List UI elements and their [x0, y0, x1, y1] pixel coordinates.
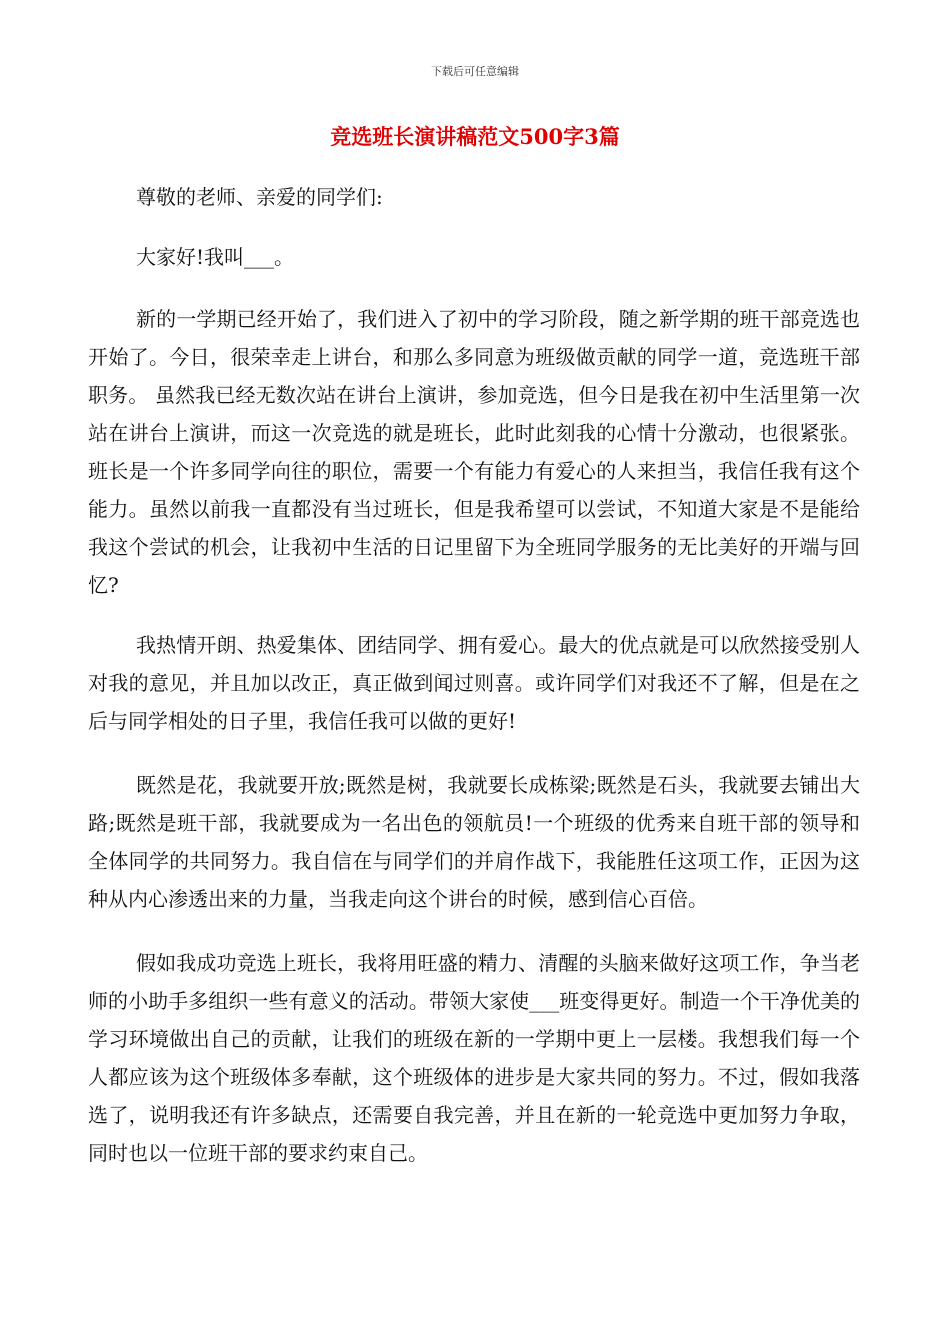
greeting: 大家好!我叫___。	[136, 245, 295, 269]
header-note: 下载后可任意编辑	[431, 65, 519, 78]
paragraph-4: 假如我成功竞选上班长，我将用旺盛的精力、清醒的头脑来做好这项工作，争当老师的小助手多组织一些有意义的活动。带领大家使___班变得更好。制造一个干净优美的学习环境做出自己的贡献，让我们的班级在新的一学期中更上一层楼。我想我们每一个人都应该为这个班级体多奉献，这个班级体的进步是大家共同的努力。不过，假如我落选了，说明我还有许多缺点，还需要自我完善，并且在新的一轮竞选中更加努力争取，同时也以一位班干部的要求约束自己。	[88, 951, 860, 1165]
paragraph-2: 我热情开朗、热爱集体、团结同学、拥有爱心。最大的优点就是可以欣然接受别人对我的意见，并且加以改正，真正做到闻过则喜。或许同学们对我还不了解，但是在之后与同学相处的日子里，我信任我可以做的更好!	[88, 633, 860, 733]
document-title: 竞选班长演讲稿范文500字3篇	[330, 124, 620, 149]
document-body	[88, 178, 860, 1172]
salutation: 尊敬的老师、亲爱的同学们:	[136, 185, 383, 209]
paragraph-3: 既然是花，我就要开放;既然是树，我就要长成栋梁;既然是石头，我就要去铺出大路;既然是班干部，我就要成为一名出色的领航员!一个班级的优秀来自班干部的领导和全体同学的共同努力。我自信在与同学们的并肩作战下，我能胜任这项工作，正因为这种从内心渗透出来的力量，当我走向这个讲台的时候，感到信心百倍。	[88, 773, 860, 911]
paragraph-1: 新的一学期已经开始了，我们进入了初中的学习阶段，随之新学期的班干部竞选也开始了。今日，很荣幸走上讲台，和那么多同意为班级做贡献的同学一道，竞选班干部职务。 虽然我已经无数次站在讲台上演讲，参加竞选，但今日是我在初中生活里第一次站在讲台上演讲，而这一次竞选的就是班长，此时此刻我的心情十分激动，也很紧张。班长是一个许多同学向往的职位，需要一个有能力有爱心的人来担当，我信任我有这个能力。虽然以前我一直都没有当过班长，但是我希望可以尝试，不知道大家是不是能给我这个尝试的机会，让我初中生活的日记里留下为全班同学服务的无比美好的开端与回忆?	[88, 307, 860, 597]
